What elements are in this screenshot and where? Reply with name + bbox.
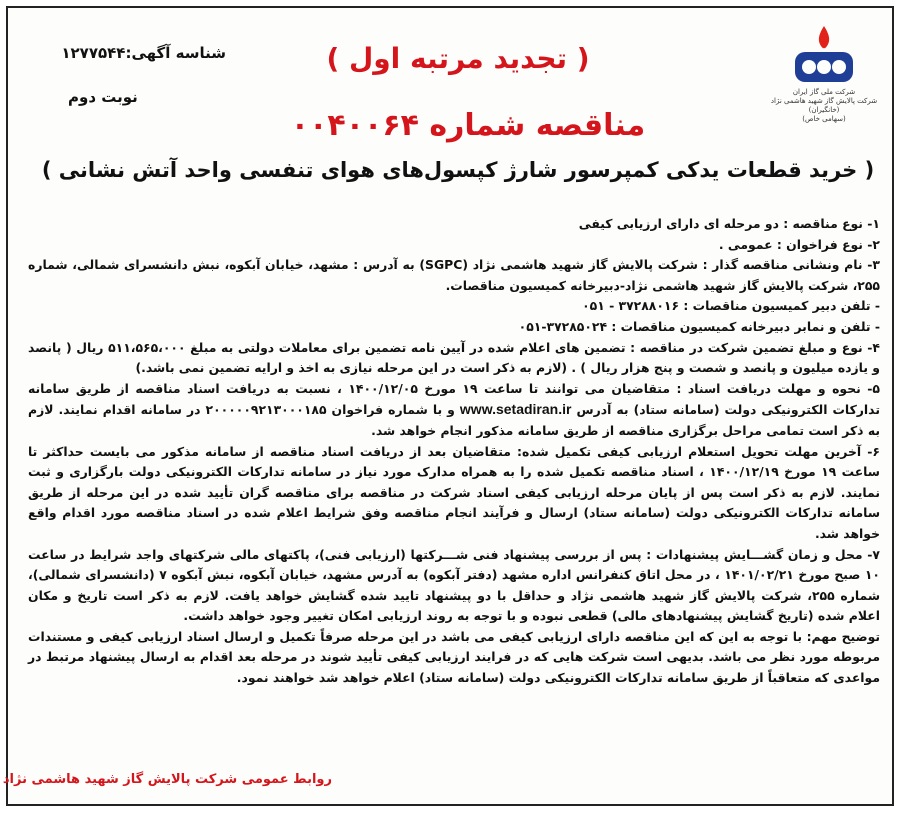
item-7: ۷- محل و زمان گشـــایش پیشنهادات : پس از بررسی پیشنهاد فنی شـــرکتها (ارزیابی فنی)، پاکتهای مالی شرکتهای واجد شرایط در ساعت ۱۰ صبح مورخ ۱۴۰۱/۰۲/۲۱ ، در محل اتاق کنفرانس اداره مشهد (دفتر آبکوه) به آدرس مشهد، خیابان آبکوه، نبش آبکوه ۷ (دانشسرای شمالی)، شماره ۲۵۵، شرکت پالایش گاز شهید هاشمی نژاد و حداقل با دو پیشنهاد تایید شده گشایش خواهد یافت. لازم به ذکر است تاریخ و مکان اعلام شده (تاریخ گشایش پیشنهادهای مالی) قطعی نبوده و با توجه به روند ارزیابی امکان تغییر وجود خواهد داشت.: [28, 546, 881, 624]
notice-id: شناسه آگهی:۱۲۷۷۵۴۴: [61, 44, 226, 62]
important-note: توضیح مهم: با توجه به این که این مناقصه دارای ارزیابی کیفی می باشد در این مرحله صرفاً تکمیل و ارسال اسناد ارزیابی کیفی و مستندات مربوطه مورد نظر می باشد. بدیهی است شرکت هایی که در فرایند ارزیابی کیفی تأیید شوند در مرحله بعد اقدام به ارسال پیشنهاد مرتبط در مواعدی که متعاقباً از طریق سامانه تدارکات الکترونیکی دولت (سامانه ستاد) اعلام خواهد شد خواهند نمود.: [28, 628, 880, 686]
phone-1: - تلفن دبیر کمیسیون مناقصات : ۳۷۲۸۸۰۱۶ - ۰۵۱: [582, 298, 880, 314]
item-6: ۶- آخرین مهلت تحویل استعلام ارزیابی کیفی تکمیل شده: متقاضیان بعد از دریافت اسناد مناقصه از سامانه مذکور می بایست حداکثر تا ساعت ۱۹ مورخ ۱۴۰۰/۱۲/۱۹ ، اسناد مناقصه تکمیل شده را به همراه مدارک مورد نیاز در سامانه تدارکات الکترونیکی دولت بارگزاری و ثبت نمایند. لازم به ذکر است پس از پایان مرحله ارزیابی کیفی اسناد شرکت در مناقصه برای مناقصه گران تأیید شده در این مرحله از طریق سامانه تدارکات الکترونیکی دولت (سامانه ستاد) ارسال و فرآیند انجام مناقصه وفق شرایط اعلام شده در اسناد مناقصه مورد اقدام واقع خواهد شد.: [28, 443, 880, 541]
item-5-text-a: ۵- نحوه و مهلت دریافت اسناد : متقاضیان می توانند تا ساعت ۱۹ مورخ ۱۴۰۰/۱۲/۰۵ ، نسبت به دریافت اسناد مناقصه از طریق سامانه تدارکات الکترونیکی دولت (سامانه ستاد) به آدرس: [28, 380, 880, 418]
item-4: ۴- نوع و مبلغ تضمین شرکت در مناقصه : تضمین های اعلام شده در آیین نامه تضمین برای معاملات دولتی به مبلغ ۵۱۱،۵۶۵،۰۰۰ ریال ( پانصد و یازده میلیون و پانصد و شصت و پنج هزار ریال ) . (لازم به ذکر است در این مرحله نیازی به اخذ و ارایه تضمین نمی باشد.): [28, 339, 880, 376]
nigc-emblem-icon: [789, 22, 859, 88]
item-5-text-b: و با شماره فراخوان ۲۰۰۰۰۰۹۲۱۳۰۰۰۱۸۵ در سامانه اقدام نمایند. لازم به ذکر است تمامی مراحل برگزاری مناقصه از طریق سامانه مذکور انجام خواهد شد.: [28, 402, 880, 438]
item-5: [28, 379, 880, 442]
tender-number: مناقصه شماره ۰۰۴۰۰۶۴: [290, 108, 646, 143]
phone-2: - تلفن و نمابر دبیرخانه کمیسیون مناقصات : ۳۷۲۸۵۰۲۴-۰۵۱: [518, 318, 880, 334]
logo-caption-2: شرکت پالایش گاز شهید هاشمی نژاد: [770, 97, 878, 105]
renew-title: ( تجدید مرتبه اول ): [326, 42, 590, 75]
logo-caption-1: شرکت ملی گاز ایران: [792, 88, 856, 96]
notice-body: [28, 214, 880, 689]
notice-turn: نوبت دوم: [68, 88, 138, 106]
notice-frame: [2, 6, 894, 806]
company-logo: [768, 22, 880, 140]
setadiran-link[interactable]: www.setadiran.ir: [459, 401, 572, 418]
logo-caption-3: (خانگیران): [808, 106, 840, 114]
tender-subject: ( خرید قطعات یدکی کمپرسور شارژ کپسول‌های هوای تنفسی واحد آتش نشانی ): [41, 158, 875, 182]
item-3: ۳- نام ونشانی مناقصه گذار : شرکت پالایش گاز شهید هاشمی نژاد (SGPC) به آدرس : مشهد، خیابان آبکوه، نبش دانشسرای شمالی، شماره ۲۵۵، شرکت پالایش گاز شهید هاشمی نژاد-دبیرخانه کمیسیون مناقصات.: [28, 257, 880, 293]
footer-signature: روابط عمومی شرکت پالایش گاز شهید هاشمی نژاد: [2, 772, 332, 787]
item-2: ۲- نوع فراخوان : عمومی .: [718, 236, 880, 252]
item-1: ۱- نوع مناقصه : دو مرحله ای دارای ارزیابی کیفی: [578, 216, 880, 231]
logo-caption-4: (سهامی خاص): [802, 115, 846, 123]
